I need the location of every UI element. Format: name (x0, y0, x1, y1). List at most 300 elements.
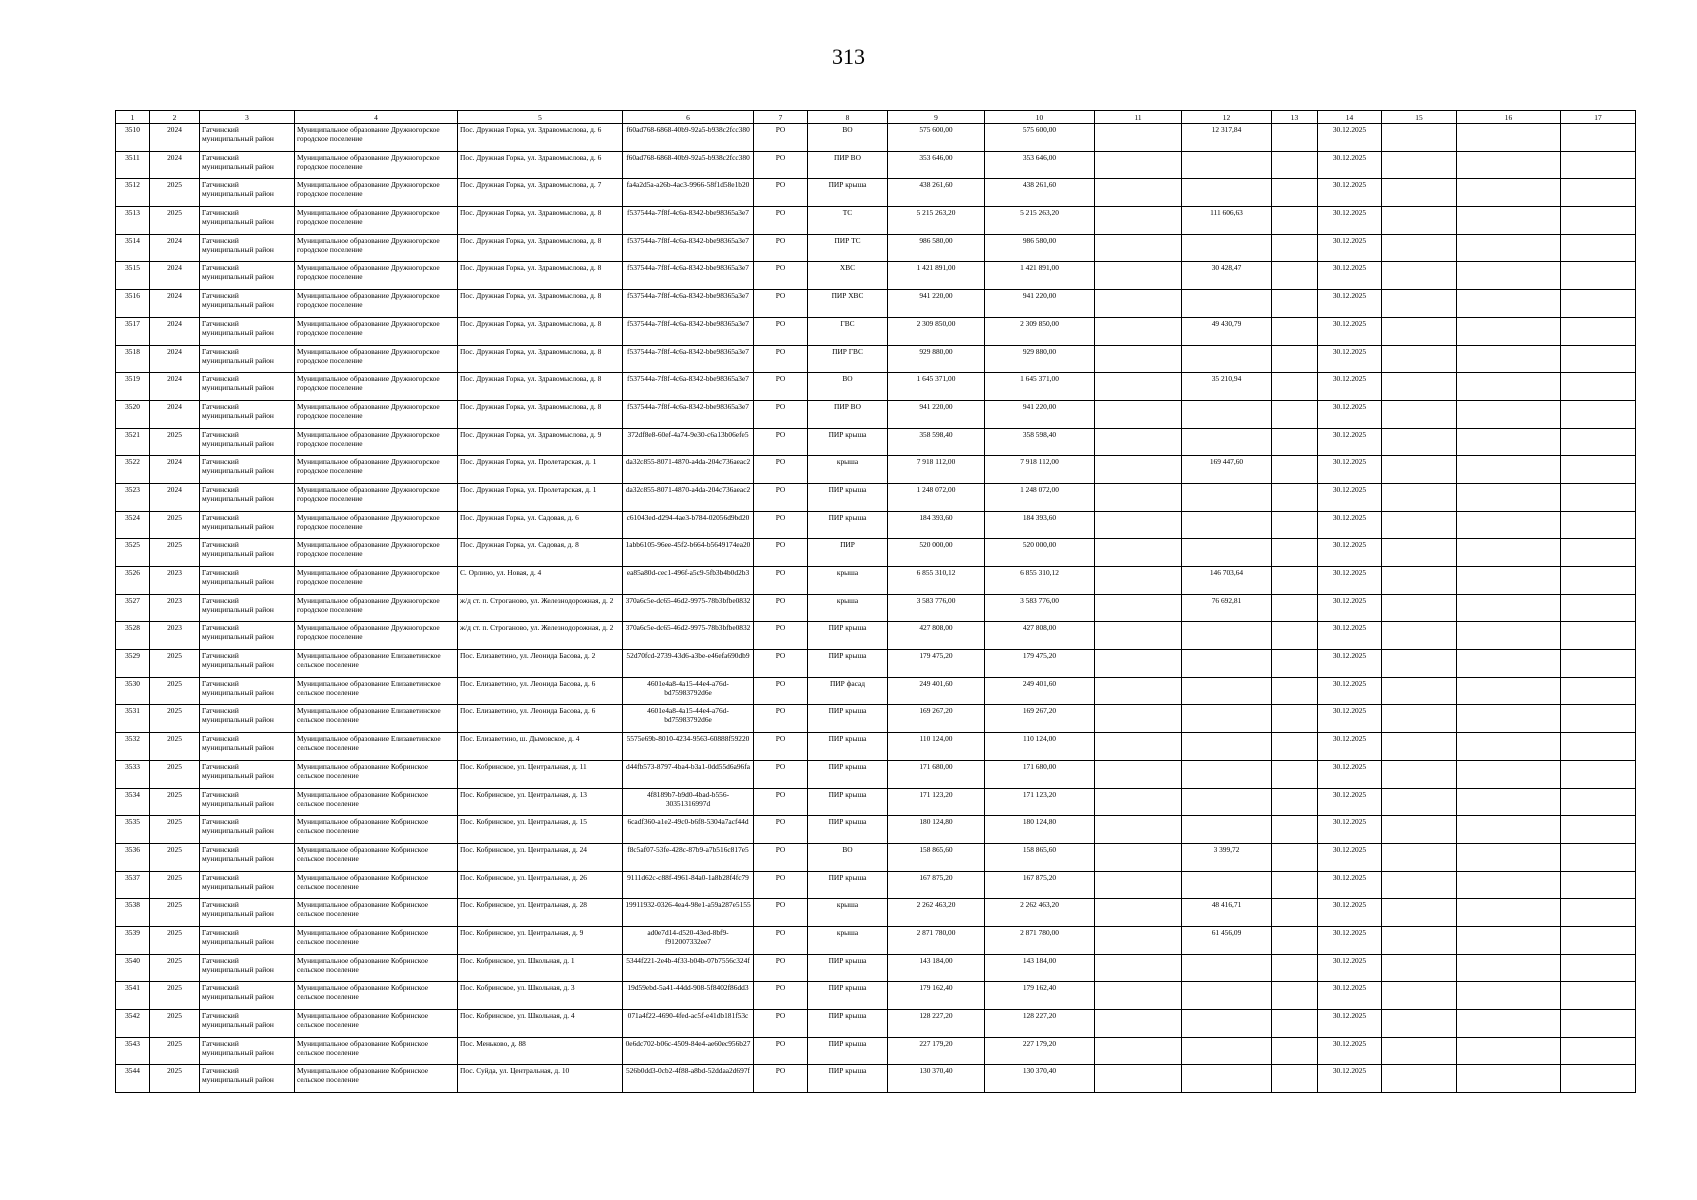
empty-cell (1095, 816, 1182, 844)
guid-cell: f537544a-7f8f-4c6a-8342-bbe98365a3e7 (623, 207, 754, 235)
empty-cell (1457, 760, 1561, 788)
row-number-cell: 3537 (116, 871, 150, 899)
year-cell: 2025 (150, 207, 200, 235)
guid-cell: f8c5af07-53fe-428c-87b9-a7b516c817e5 (623, 843, 754, 871)
cost-cell: 2 309 850,00 (888, 317, 985, 345)
cost-total-cell: 171 123,20 (985, 788, 1095, 816)
date-cell: 30.12.2025 (1318, 234, 1382, 262)
empty-cell (1095, 539, 1182, 567)
municipality-cell: Муниципальное образование Кобринское сельское поселение (295, 1010, 458, 1038)
empty-cell (1382, 317, 1457, 345)
ro-cell: РО (754, 207, 808, 235)
cost-cell: 427 808,00 (888, 622, 985, 650)
year-cell: 2024 (150, 151, 200, 179)
year-cell: 2023 (150, 567, 200, 595)
municipality-cell: Муниципальное образование Кобринское сельское поселение (295, 1037, 458, 1065)
district-cell: Гатчинский муниципальный район (200, 511, 295, 539)
empty-cell (1272, 151, 1318, 179)
cost-cell: 130 370,40 (888, 1065, 985, 1093)
amount-cell (1182, 816, 1272, 844)
empty-cell (1561, 207, 1636, 235)
year-cell: 2024 (150, 317, 200, 345)
empty-cell (1561, 788, 1636, 816)
column-header: 17 (1561, 111, 1636, 124)
empty-cell (1095, 871, 1182, 899)
guid-cell: 19d59ebd-5a41-44dd-908-5f8402f86dd3 (623, 982, 754, 1010)
table-row (116, 151, 1636, 179)
address-cell: Пос. Кобринское, ул. Центральная, д. 9 (458, 926, 623, 954)
year-cell: 2024 (150, 456, 200, 484)
district-cell: Гатчинский муниципальный район (200, 788, 295, 816)
table-row (116, 954, 1636, 982)
date-cell: 30.12.2025 (1318, 926, 1382, 954)
work-type-cell: ПИР крыша (808, 650, 888, 678)
empty-cell (1382, 400, 1457, 428)
address-cell: Пос. Елизаветино, ш. Дымовское, д. 4 (458, 733, 623, 761)
empty-cell (1457, 511, 1561, 539)
ro-cell: РО (754, 899, 808, 927)
empty-cell (1272, 871, 1318, 899)
work-type-cell: ГВС (808, 317, 888, 345)
address-cell: Пос. Дружная Горка, ул. Здравомыслова, д. 7 (458, 179, 623, 207)
cost-cell: 171 680,00 (888, 760, 985, 788)
work-type-cell: ПИР ВО (808, 151, 888, 179)
year-cell: 2024 (150, 373, 200, 401)
date-cell: 30.12.2025 (1318, 760, 1382, 788)
row-number-cell: 3525 (116, 539, 150, 567)
cost-total-cell: 110 124,00 (985, 733, 1095, 761)
district-cell: Гатчинский муниципальный район (200, 179, 295, 207)
work-type-cell: ПИР ВО (808, 400, 888, 428)
amount-cell (1182, 290, 1272, 318)
work-type-cell: ВО (808, 373, 888, 401)
empty-cell (1457, 179, 1561, 207)
empty-cell (1382, 428, 1457, 456)
district-cell: Гатчинский муниципальный район (200, 594, 295, 622)
district-cell: Гатчинский муниципальный район (200, 400, 295, 428)
empty-cell (1382, 539, 1457, 567)
amount-cell (1182, 234, 1272, 262)
empty-cell (1095, 650, 1182, 678)
cost-cell: 7 918 112,00 (888, 456, 985, 484)
empty-cell (1272, 179, 1318, 207)
ro-cell: РО (754, 705, 808, 733)
ro-cell: РО (754, 483, 808, 511)
district-cell: Гатчинский муниципальный район (200, 207, 295, 235)
amount-cell: 48 416,71 (1182, 899, 1272, 927)
empty-cell (1457, 262, 1561, 290)
guid-cell: 19911932-0326-4ea4-98e1-a59a287e5155 (623, 899, 754, 927)
work-type-cell: ХВС (808, 262, 888, 290)
empty-cell (1095, 760, 1182, 788)
address-cell: Пос. Дружная Горка, ул. Пролетарская, д. 1 (458, 456, 623, 484)
table-row (116, 788, 1636, 816)
address-cell: Пос. Кобринское, ул. Центральная, д. 11 (458, 760, 623, 788)
address-cell: Пос. Елизаветино, ул. Леонида Басова, д. 6 (458, 705, 623, 733)
empty-cell (1457, 816, 1561, 844)
column-header: 3 (200, 111, 295, 124)
district-cell: Гатчинский муниципальный район (200, 954, 295, 982)
cost-cell: 6 855 310,12 (888, 567, 985, 595)
empty-cell (1382, 788, 1457, 816)
guid-cell: 372df8e8-60ef-4a74-9e30-c6a13b06efe5 (623, 428, 754, 456)
work-type-cell: ПИР ТС (808, 234, 888, 262)
table-row (116, 843, 1636, 871)
guid-cell: f537544a-7f8f-4c6a-8342-bbe98365a3e7 (623, 262, 754, 290)
empty-cell (1272, 1065, 1318, 1093)
empty-cell (1272, 788, 1318, 816)
cost-cell: 180 124,80 (888, 816, 985, 844)
ro-cell: РО (754, 594, 808, 622)
empty-cell (1457, 788, 1561, 816)
guid-cell: 5344f221-2e4b-4f33-b04b-07b7556c324f (623, 954, 754, 982)
row-number-cell: 3520 (116, 400, 150, 428)
empty-cell (1457, 843, 1561, 871)
amount-cell (1182, 650, 1272, 678)
date-cell: 30.12.2025 (1318, 151, 1382, 179)
empty-cell (1095, 1037, 1182, 1065)
amount-cell (1182, 179, 1272, 207)
date-cell: 30.12.2025 (1318, 428, 1382, 456)
empty-cell (1095, 179, 1182, 207)
table-row (116, 207, 1636, 235)
amount-cell: 146 703,64 (1182, 567, 1272, 595)
empty-cell (1272, 594, 1318, 622)
ro-cell: РО (754, 151, 808, 179)
amount-cell: 3 399,72 (1182, 843, 1272, 871)
date-cell: 30.12.2025 (1318, 788, 1382, 816)
district-cell: Гатчинский муниципальный район (200, 677, 295, 705)
cost-total-cell: 143 184,00 (985, 954, 1095, 982)
empty-cell (1272, 677, 1318, 705)
work-type-cell: ПИР ГВС (808, 345, 888, 373)
cost-total-cell: 986 580,00 (985, 234, 1095, 262)
empty-cell (1457, 207, 1561, 235)
empty-cell (1457, 677, 1561, 705)
empty-cell (1272, 373, 1318, 401)
empty-cell (1095, 207, 1182, 235)
year-cell: 2024 (150, 483, 200, 511)
empty-cell (1561, 816, 1636, 844)
ro-cell: РО (754, 843, 808, 871)
guid-cell: da32c855-8071-4870-a4da-204c736aeac2 (623, 483, 754, 511)
row-number-cell: 3528 (116, 622, 150, 650)
cost-total-cell: 520 000,00 (985, 539, 1095, 567)
empty-cell (1382, 650, 1457, 678)
date-cell: 30.12.2025 (1318, 705, 1382, 733)
empty-cell (1382, 290, 1457, 318)
empty-cell (1457, 151, 1561, 179)
empty-cell (1272, 705, 1318, 733)
table-row (116, 1010, 1636, 1038)
column-header: 14 (1318, 111, 1382, 124)
date-cell: 30.12.2025 (1318, 1065, 1382, 1093)
guid-cell: da32c855-8071-4870-a4da-204c736aeac2 (623, 456, 754, 484)
date-cell: 30.12.2025 (1318, 677, 1382, 705)
column-header: 8 (808, 111, 888, 124)
cost-cell: 358 598,40 (888, 428, 985, 456)
address-cell: Пос. Кобринское, ул. Центральная, д. 15 (458, 816, 623, 844)
work-type-cell: ПИР крыша (808, 760, 888, 788)
empty-cell (1561, 428, 1636, 456)
guid-cell: 4f8189b7-b9d0-4bad-b556-30351316997d (623, 788, 754, 816)
empty-cell (1095, 954, 1182, 982)
guid-cell: c61043ed-d294-4ae3-b784-02056d9bd20 (623, 511, 754, 539)
ro-cell: РО (754, 317, 808, 345)
row-number-cell: 3535 (116, 816, 150, 844)
year-cell: 2025 (150, 954, 200, 982)
cost-total-cell: 180 124,80 (985, 816, 1095, 844)
municipality-cell: Муниципальное образование Дружногорское городское поселение (295, 483, 458, 511)
year-cell: 2024 (150, 400, 200, 428)
municipality-cell: Муниципальное образование Дружногорское городское поселение (295, 179, 458, 207)
column-header: 9 (888, 111, 985, 124)
address-cell: Пос. Дружная Горка, ул. Пролетарская, д. 1 (458, 483, 623, 511)
column-header: 15 (1382, 111, 1457, 124)
ro-cell: РО (754, 262, 808, 290)
empty-cell (1272, 622, 1318, 650)
table-row (116, 345, 1636, 373)
empty-cell (1272, 456, 1318, 484)
district-cell: Гатчинский муниципальный район (200, 760, 295, 788)
date-cell: 30.12.2025 (1318, 1037, 1382, 1065)
address-cell: Пос. Кобринское, ул. Школьная, д. 1 (458, 954, 623, 982)
address-cell: Пос. Дружная Горка, ул. Здравомыслова, д. 9 (458, 428, 623, 456)
date-cell: 30.12.2025 (1318, 207, 1382, 235)
address-cell: Пос. Кобринское, ул. Школьная, д. 4 (458, 1010, 623, 1038)
address-cell: Пос. Дружная Горка, ул. Здравомыслова, д. 8 (458, 290, 623, 318)
cost-total-cell: 179 162,40 (985, 982, 1095, 1010)
row-number-cell: 3515 (116, 262, 150, 290)
address-cell: Пос. Дружная Горка, ул. Здравомыслова, д. 8 (458, 207, 623, 235)
cost-cell: 179 162,40 (888, 982, 985, 1010)
date-cell: 30.12.2025 (1318, 843, 1382, 871)
guid-cell: 5575e69b-8010-4234-9563-60888f59220 (623, 733, 754, 761)
guid-cell: 4601e4a8-4a15-44e4-a76d-bd75983792d6e (623, 705, 754, 733)
district-cell: Гатчинский муниципальный район (200, 982, 295, 1010)
empty-cell (1382, 982, 1457, 1010)
year-cell: 2025 (150, 650, 200, 678)
ro-cell: РО (754, 1065, 808, 1093)
cost-cell: 128 227,20 (888, 1010, 985, 1038)
ro-cell: РО (754, 760, 808, 788)
district-cell: Гатчинский муниципальный район (200, 816, 295, 844)
column-header: 11 (1095, 111, 1182, 124)
ro-cell: РО (754, 345, 808, 373)
empty-cell (1382, 899, 1457, 927)
empty-cell (1561, 483, 1636, 511)
empty-cell (1382, 456, 1457, 484)
cost-cell: 110 124,00 (888, 733, 985, 761)
district-cell: Гатчинский муниципальный район (200, 262, 295, 290)
district-cell: Гатчинский муниципальный район (200, 622, 295, 650)
empty-cell (1561, 539, 1636, 567)
table-row (116, 373, 1636, 401)
district-cell: Гатчинский муниципальный район (200, 705, 295, 733)
table-row (116, 871, 1636, 899)
empty-cell (1095, 345, 1182, 373)
district-cell: Гатчинский муниципальный район (200, 290, 295, 318)
empty-cell (1095, 428, 1182, 456)
municipality-cell: Муниципальное образование Кобринское сельское поселение (295, 871, 458, 899)
column-header: 5 (458, 111, 623, 124)
table-row (116, 428, 1636, 456)
cost-total-cell: 941 220,00 (985, 400, 1095, 428)
empty-cell (1272, 843, 1318, 871)
guid-cell: f537544a-7f8f-4c6a-8342-bbe98365a3e7 (623, 400, 754, 428)
date-cell: 30.12.2025 (1318, 622, 1382, 650)
date-cell: 30.12.2025 (1318, 400, 1382, 428)
empty-cell (1272, 317, 1318, 345)
empty-cell (1561, 290, 1636, 318)
year-cell: 2025 (150, 428, 200, 456)
guid-cell: f537544a-7f8f-4c6a-8342-bbe98365a3e7 (623, 317, 754, 345)
cost-cell: 2 871 780,00 (888, 926, 985, 954)
empty-cell (1095, 926, 1182, 954)
municipality-cell: Муниципальное образование Дружногорское городское поселение (295, 511, 458, 539)
amount-cell: 30 428,47 (1182, 262, 1272, 290)
year-cell: 2024 (150, 124, 200, 152)
empty-cell (1272, 262, 1318, 290)
cost-cell: 1 248 072,00 (888, 483, 985, 511)
amount-cell: 169 447,60 (1182, 456, 1272, 484)
year-cell: 2025 (150, 511, 200, 539)
ro-cell: РО (754, 511, 808, 539)
row-number-cell: 3541 (116, 982, 150, 1010)
empty-cell (1272, 899, 1318, 927)
empty-cell (1095, 899, 1182, 927)
work-type-cell: ПИР (808, 539, 888, 567)
empty-cell (1561, 262, 1636, 290)
row-number-cell: 3514 (116, 234, 150, 262)
row-number-cell: 3521 (116, 428, 150, 456)
amount-cell: 12 317,84 (1182, 124, 1272, 152)
empty-cell (1457, 594, 1561, 622)
cost-cell: 227 179,20 (888, 1037, 985, 1065)
empty-cell (1457, 1010, 1561, 1038)
address-cell: Пос. Дружная Горка, ул. Здравомыслова, д. 8 (458, 345, 623, 373)
guid-cell: f537544a-7f8f-4c6a-8342-bbe98365a3e7 (623, 345, 754, 373)
date-cell: 30.12.2025 (1318, 816, 1382, 844)
empty-cell (1272, 511, 1318, 539)
empty-cell (1561, 511, 1636, 539)
empty-cell (1272, 954, 1318, 982)
empty-cell (1457, 483, 1561, 511)
ro-cell: РО (754, 400, 808, 428)
district-cell: Гатчинский муниципальный район (200, 373, 295, 401)
empty-cell (1382, 345, 1457, 373)
district-cell: Гатчинский муниципальный район (200, 539, 295, 567)
date-cell: 30.12.2025 (1318, 733, 1382, 761)
work-type-cell: ПИР крыша (808, 982, 888, 1010)
empty-cell (1457, 373, 1561, 401)
guid-cell: f537544a-7f8f-4c6a-8342-bbe98365a3e7 (623, 290, 754, 318)
empty-cell (1382, 1010, 1457, 1038)
address-cell: Пос. Елизаветино, ул. Леонида Басова, д. 6 (458, 677, 623, 705)
cost-total-cell: 353 646,00 (985, 151, 1095, 179)
cost-cell: 171 123,20 (888, 788, 985, 816)
address-cell: Пос. Суйда, ул. Центральная, д. 10 (458, 1065, 623, 1093)
table-row (116, 317, 1636, 345)
guid-cell: fa4a2d5a-a26b-4ac3-9966-58f1d58e1b20 (623, 179, 754, 207)
ro-cell: РО (754, 539, 808, 567)
empty-cell (1095, 788, 1182, 816)
cost-cell: 249 401,60 (888, 677, 985, 705)
empty-cell (1272, 400, 1318, 428)
table-row (116, 290, 1636, 318)
municipality-cell: Муниципальное образование Дружногорское городское поселение (295, 345, 458, 373)
municipality-cell: Муниципальное образование Дружногорское городское поселение (295, 400, 458, 428)
empty-cell (1095, 456, 1182, 484)
municipality-cell: Муниципальное образование Дружногорское городское поселение (295, 290, 458, 318)
empty-cell (1382, 1065, 1457, 1093)
empty-cell (1561, 151, 1636, 179)
work-type-cell: ПИР крыша (808, 1065, 888, 1093)
empty-cell (1457, 650, 1561, 678)
row-number-cell: 3534 (116, 788, 150, 816)
work-type-cell: ПИР крыша (808, 1010, 888, 1038)
ro-cell: РО (754, 179, 808, 207)
year-cell: 2025 (150, 843, 200, 871)
empty-cell (1272, 567, 1318, 595)
table-row (116, 816, 1636, 844)
ro-cell: РО (754, 871, 808, 899)
ro-cell: РО (754, 1010, 808, 1038)
empty-cell (1561, 373, 1636, 401)
row-number-cell: 3517 (116, 317, 150, 345)
row-number-cell: 3518 (116, 345, 150, 373)
empty-cell (1095, 733, 1182, 761)
municipality-cell: Муниципальное образование Дружногорское городское поселение (295, 594, 458, 622)
row-number-cell: 3526 (116, 567, 150, 595)
cost-cell: 143 184,00 (888, 954, 985, 982)
empty-cell (1272, 733, 1318, 761)
table-row (116, 594, 1636, 622)
row-number-cell: 3530 (116, 677, 150, 705)
empty-cell (1561, 1010, 1636, 1038)
guid-cell: f537544a-7f8f-4c6a-8342-bbe98365a3e7 (623, 373, 754, 401)
empty-cell (1272, 926, 1318, 954)
ro-cell: РО (754, 456, 808, 484)
table-row (116, 400, 1636, 428)
row-number-cell: 3533 (116, 760, 150, 788)
empty-cell (1457, 539, 1561, 567)
empty-cell (1382, 483, 1457, 511)
amount-cell (1182, 705, 1272, 733)
column-header: 10 (985, 111, 1095, 124)
address-cell: ж/д ст. п. Строганово, ул. Железнодорожная, д. 2 (458, 594, 623, 622)
amount-cell: 76 692,81 (1182, 594, 1272, 622)
empty-cell (1561, 1037, 1636, 1065)
empty-cell (1561, 567, 1636, 595)
empty-cell (1382, 511, 1457, 539)
empty-cell (1382, 622, 1457, 650)
work-type-cell: крыша (808, 899, 888, 927)
empty-cell (1457, 622, 1561, 650)
empty-cell (1561, 456, 1636, 484)
row-number-cell: 3522 (116, 456, 150, 484)
empty-cell (1457, 345, 1561, 373)
empty-cell (1095, 1010, 1182, 1038)
amount-cell: 61 456,09 (1182, 926, 1272, 954)
amount-cell (1182, 1037, 1272, 1065)
ro-cell: РО (754, 733, 808, 761)
row-number-cell: 3542 (116, 1010, 150, 1038)
municipality-cell: Муниципальное образование Елизаветинское сельское поселение (295, 705, 458, 733)
column-header: 2 (150, 111, 200, 124)
ro-cell: РО (754, 234, 808, 262)
empty-cell (1382, 207, 1457, 235)
